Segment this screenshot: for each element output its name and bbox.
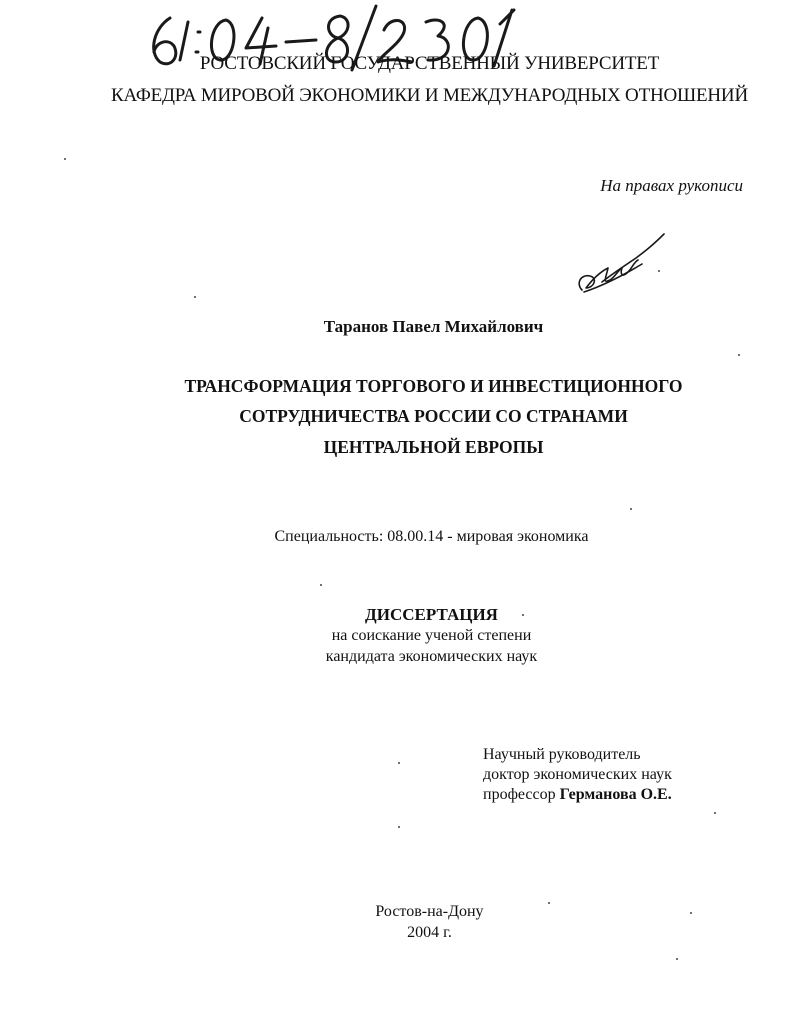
- scan-speck: [64, 158, 66, 160]
- thesis-title-line: СОТРУДНИЧЕСТВА РОССИИ СО СТРАНАМИ: [239, 406, 628, 426]
- author-name: Таранов Павел Михайлович: [323, 317, 544, 336]
- scan-speck: [398, 826, 400, 828]
- university-name: РОСТОВСКИЙ ГОСУДАРСТВЕННЫЙ УНИВЕРСИТЕТ: [199, 53, 660, 74]
- scan-speck: [658, 270, 660, 272]
- scan-speck: [548, 902, 550, 904]
- scan-speck: [676, 958, 678, 960]
- advisor-degree: доктор экономических наук: [483, 766, 672, 783]
- scan-speck: [714, 812, 716, 814]
- scan-speck: [738, 354, 740, 356]
- thesis-title-line: ТРАНСФОРМАЦИЯ ТОРГОВОГО И ИНВЕСТИЦИОННОГО: [184, 376, 683, 396]
- scan-speck: [320, 584, 322, 586]
- scan-speck: [630, 508, 632, 510]
- specialty: Специальность: 08.00.14 - мировая экономика: [274, 528, 589, 545]
- scientific-advisor-block: [483, 745, 672, 805]
- advisor-title: профессор: [483, 786, 556, 803]
- degree-name-line: кандидата экономических наук: [325, 648, 538, 665]
- degree-purpose-line: на соискание ученой степени: [331, 627, 532, 644]
- department-name: КАФЕДРА МИРОВОЙ ЭКОНОМИКИ И МЕЖДУНАРОДНЫХ ОТНОШЕНИЙ: [111, 85, 748, 106]
- author-signature: [572, 228, 672, 298]
- advisor-title-line: [483, 785, 672, 805]
- scan-speck: [690, 912, 692, 914]
- scan-speck: [194, 296, 196, 298]
- rights-note: На правах рукописи: [600, 176, 743, 195]
- thesis-title-line: ЦЕНТРАЛЬНОЙ ЕВРОПЫ: [323, 437, 544, 457]
- advisor-name: Германова О.Е.: [559, 786, 672, 803]
- advisor-role: Научный руководитель: [483, 746, 641, 763]
- scan-speck: [522, 614, 524, 616]
- city: Ростов-на-Дону: [375, 903, 484, 920]
- author-signature-drawing: [572, 228, 672, 298]
- scan-speck: [398, 762, 400, 764]
- year: 2004 г.: [407, 924, 452, 941]
- dissertation-label: ДИССЕРТАЦИЯ: [365, 605, 498, 624]
